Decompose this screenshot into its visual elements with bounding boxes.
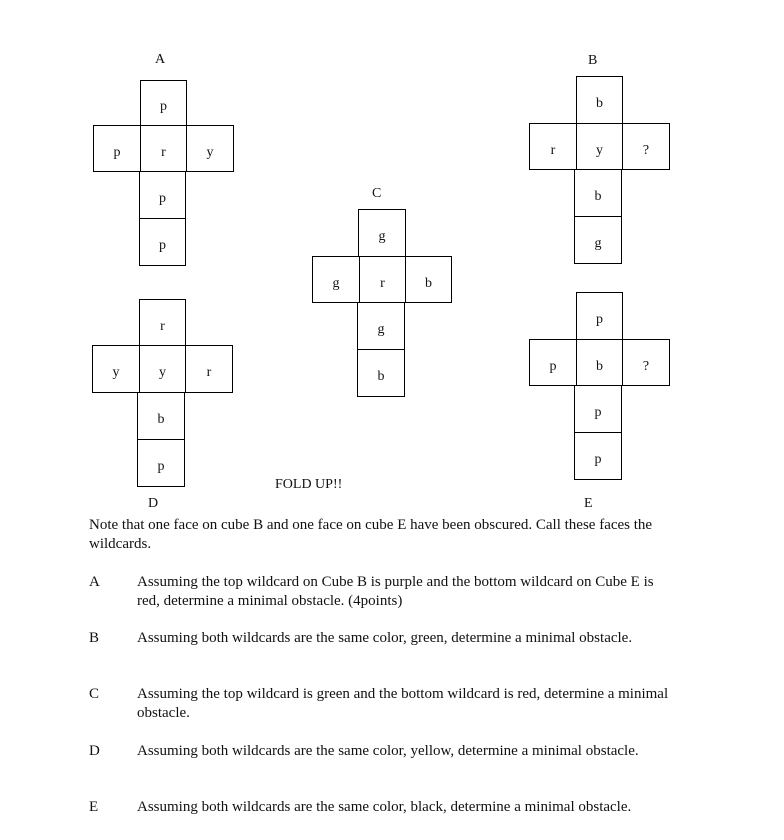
net-label-e: E xyxy=(584,496,593,511)
net-e-face-right-wildcard xyxy=(622,339,670,386)
face-letter: p xyxy=(113,144,121,160)
net-a-face-right xyxy=(186,125,234,172)
wildcard-note: Note that one face on cube B and one face on cube E have been obscured. Call these faces the wildcards. xyxy=(89,517,653,552)
face-letter: p xyxy=(159,238,166,253)
face-letter: b xyxy=(425,275,432,291)
face-letter: y xyxy=(206,144,214,160)
face-letter: b xyxy=(596,96,603,111)
net-e-face-center xyxy=(576,339,623,386)
face-letter: p xyxy=(596,312,603,327)
net-c-face-lower xyxy=(357,302,405,350)
question-d-text: Assuming both wildcards are the same color, yellow, determine a minimal obstacle. xyxy=(137,743,639,759)
face-letter: y xyxy=(596,142,603,158)
net-c-face-left xyxy=(312,256,360,303)
face-letter: r xyxy=(161,144,166,160)
net-b-face-right-wildcard xyxy=(622,123,670,170)
face-letter: g xyxy=(332,275,340,291)
question-d-letter: D xyxy=(89,743,100,759)
net-d-face-right xyxy=(185,345,233,393)
net-label-d: D xyxy=(148,496,159,511)
net-label-b: B xyxy=(588,53,598,68)
face-letter: r xyxy=(550,142,556,158)
net-c-face-right xyxy=(405,256,452,303)
question-b-text: Assuming both wildcards are the same color, green, determine a minimal obstacle. xyxy=(137,630,633,646)
question-e-letter: E xyxy=(89,799,99,815)
face-letter: y xyxy=(159,365,166,380)
face-letter: p xyxy=(594,452,602,467)
net-a-face-bottom xyxy=(139,218,186,266)
face-letter: g xyxy=(377,322,385,337)
net-c-face-top xyxy=(358,209,406,257)
face-letter: p xyxy=(549,358,557,374)
face-letter: p xyxy=(160,99,167,114)
question-c-text: Assuming the top wildcard is green and the bottom wildcard is red, determine a minimal obstacle. xyxy=(137,686,669,721)
net-c-face-center xyxy=(359,256,406,303)
question-a-letter: A xyxy=(89,574,100,590)
net-b-face-bottom xyxy=(574,216,622,264)
net-a-face-lower xyxy=(139,171,186,219)
net-a-face-center xyxy=(140,125,187,172)
face-letter: ? xyxy=(642,142,650,158)
face-letter: p xyxy=(594,405,602,420)
net-e-face-lower xyxy=(574,385,622,433)
face-letter: r xyxy=(380,275,385,291)
face-letter: b xyxy=(594,189,602,204)
net-d-face-lower xyxy=(137,392,185,440)
net-e-face-top xyxy=(576,292,623,340)
face-letter: y xyxy=(112,365,120,380)
question-c-letter: C xyxy=(89,686,100,702)
net-b-face-left xyxy=(529,123,577,170)
net-c-face-bottom xyxy=(357,349,405,397)
net-e-face-bottom xyxy=(574,432,622,480)
net-e-face-left xyxy=(529,339,577,386)
face-letter: b xyxy=(377,369,385,384)
question-e-text: Assuming both wildcards are the same color, black, determine a minimal obstacle. xyxy=(137,799,632,815)
face-letter: p xyxy=(157,459,165,474)
face-letter: r xyxy=(160,318,165,334)
net-d-face-top xyxy=(139,299,186,346)
fold-up-label: FOLD UP!! xyxy=(275,477,343,492)
net-d-face-bottom xyxy=(137,439,185,487)
face-letter: b xyxy=(596,358,603,374)
net-a-face-left xyxy=(93,125,141,172)
net-b-face-lower xyxy=(574,169,622,217)
face-letter: ? xyxy=(642,358,650,374)
face-letter: g xyxy=(378,229,386,244)
face-letter: r xyxy=(206,365,212,380)
face-letter: b xyxy=(157,412,165,427)
net-label-c: C xyxy=(372,186,382,201)
net-d-face-center xyxy=(139,345,186,393)
face-letter: g xyxy=(594,236,602,251)
net-b-face-top xyxy=(576,76,623,124)
net-d-face-left xyxy=(92,345,140,393)
net-a-face-top xyxy=(140,80,187,126)
question-b-letter: B xyxy=(89,630,100,646)
face-letter: p xyxy=(159,191,166,206)
net-b-face-center xyxy=(576,123,623,170)
net-label-a: A xyxy=(155,52,166,67)
question-a-text: Assuming the top wildcard on Cube B is purple and the bottom wildcard on Cube E is red, determine a minimal obstacle. (4points) xyxy=(137,574,654,609)
